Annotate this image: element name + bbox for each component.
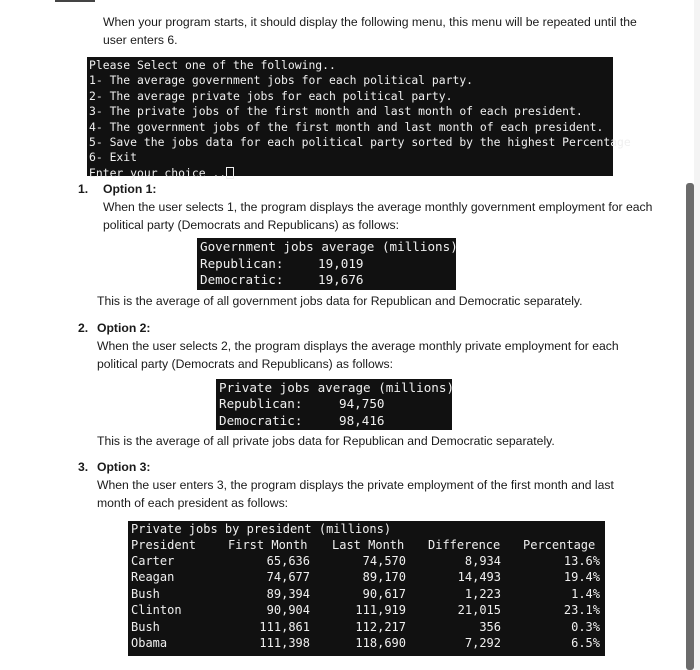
table-header-row xyxy=(128,537,605,553)
table-cell: 7,292 xyxy=(464,636,501,650)
table-cell: 19.4% xyxy=(563,570,600,585)
party-value: 98,416 xyxy=(339,412,385,428)
table-cell: 6.5% xyxy=(571,636,600,650)
console-row xyxy=(219,413,452,429)
option2-desc-1: When the user selects 2, the program displays the average monthly private employment for each xyxy=(97,339,619,353)
menu-line: 3- The private jobs of the first month and last month of each president. xyxy=(89,104,583,119)
option3-title: Option 3: xyxy=(97,460,151,474)
console-header: Government jobs average (millions) xyxy=(200,239,458,254)
party-label: Republican: xyxy=(219,396,303,412)
option2-title: Option 2: xyxy=(97,321,151,335)
table-row xyxy=(128,569,605,585)
table-title: Private jobs by president (millions) xyxy=(131,522,392,536)
menu-line: 6- Exit xyxy=(89,150,138,165)
party-label: Republican: xyxy=(200,255,284,271)
party-value: 94,750 xyxy=(339,396,385,412)
table-cell: 112,217 xyxy=(355,619,406,634)
table-cell: Obama xyxy=(131,636,168,650)
menu-prompt: Enter your choice .. xyxy=(89,165,227,180)
console-row xyxy=(219,396,452,412)
table-cell: 1.4% xyxy=(571,586,600,601)
table-cell: Clinton xyxy=(131,603,182,618)
option3-desc-2: month of each president as follows: xyxy=(97,496,289,510)
table-cell: 21,015 xyxy=(457,603,501,618)
table-row xyxy=(128,553,605,569)
table-row xyxy=(128,602,605,618)
party-label: Democratic: xyxy=(200,272,284,287)
intro-line-2: user enters 6. xyxy=(103,33,178,47)
option2-desc-2: political party (Democrats and Republicans) as follows: xyxy=(97,357,394,371)
party-value: 19,019 xyxy=(318,255,364,271)
table-row xyxy=(128,619,605,635)
table-row xyxy=(128,586,605,602)
cropped-heading xyxy=(0,0,700,8)
menu-line: 4- The government jobs of the first month and last month of each president. xyxy=(89,119,604,134)
option1-desc-2: political party (Democrats and Republicans) as follows: xyxy=(103,218,400,232)
table-cell: 14,493 xyxy=(457,570,501,585)
table-cell: 111,398 xyxy=(259,636,310,650)
table-cell: 1,223 xyxy=(464,586,501,601)
cursor-icon xyxy=(226,167,234,179)
table-cell: 356 xyxy=(479,619,501,634)
col-header: Percentage xyxy=(523,538,596,552)
table-cell: 0.3% xyxy=(571,619,600,634)
table-cell: 8,934 xyxy=(464,554,501,568)
menu-line: 5- Save the jobs data for each political party sorted by the highest Percentage xyxy=(89,134,631,149)
option2-note: This is the average of all private jobs data for Republican and Democratic separately. xyxy=(97,434,555,448)
col-header: First Month xyxy=(228,538,308,552)
intro-line-1: When your program starts, it should display the following menu, this menu will be repeated until the xyxy=(103,15,637,29)
table-cell: 111,861 xyxy=(259,619,310,634)
table-cell: 90,904 xyxy=(266,603,310,618)
party-label: Democratic: xyxy=(219,412,303,428)
table-cell: 13.6% xyxy=(563,554,600,568)
console-row xyxy=(200,272,456,289)
table-cell: 111,919 xyxy=(355,603,406,618)
table-cell: 89,170 xyxy=(362,570,406,585)
table-cell: 74,570 xyxy=(362,554,406,568)
option1-desc-1: When the user selects 1, the program displays the average monthly government employment for each xyxy=(103,200,653,214)
console-row xyxy=(200,256,456,273)
col-header: Difference xyxy=(428,538,501,552)
option1-number: 1. xyxy=(78,182,89,196)
table-cell: 74,677 xyxy=(266,570,310,585)
table-cell: Bush xyxy=(131,619,160,634)
table-cell: 90,617 xyxy=(362,586,406,601)
table-title-row xyxy=(128,521,605,537)
scrollbar[interactable] xyxy=(686,183,694,670)
menu-prompt-line xyxy=(89,166,613,181)
party-value: 19,676 xyxy=(318,272,364,287)
menu-console xyxy=(87,57,631,180)
console-header: Private jobs average (millions) xyxy=(219,380,455,395)
table-cell: 118,690 xyxy=(355,636,406,650)
private-average-console xyxy=(216,379,455,430)
option3-number: 3. xyxy=(78,460,89,474)
table-cell: Reagan xyxy=(131,570,175,585)
table-row xyxy=(128,635,605,651)
government-average-console xyxy=(197,238,456,290)
table-cell: Carter xyxy=(131,554,175,568)
menu-line: 1- The average government jobs for each political party. xyxy=(89,73,474,88)
col-header: President xyxy=(131,538,197,552)
table-cell: 89,394 xyxy=(266,586,310,601)
option2-number: 2. xyxy=(78,321,89,335)
col-header: Last Month xyxy=(332,538,405,552)
menu-line: Please Select one of the following.. xyxy=(89,58,336,72)
president-jobs-table xyxy=(128,521,605,656)
option1-note: This is the average of all government jobs data for Republican and Democratic separately. xyxy=(97,294,583,308)
table-cell: 65,636 xyxy=(266,554,310,568)
table-cell: 23.1% xyxy=(563,603,600,618)
page-edge xyxy=(694,0,700,670)
table-cell: Bush xyxy=(131,586,160,601)
option3-desc-1: When the user enters 3, the program displays the private employment of the first month and last xyxy=(97,478,614,492)
option1-title: Option 1: xyxy=(103,182,157,196)
menu-line: 2- The average private jobs for each political party. xyxy=(89,88,453,103)
